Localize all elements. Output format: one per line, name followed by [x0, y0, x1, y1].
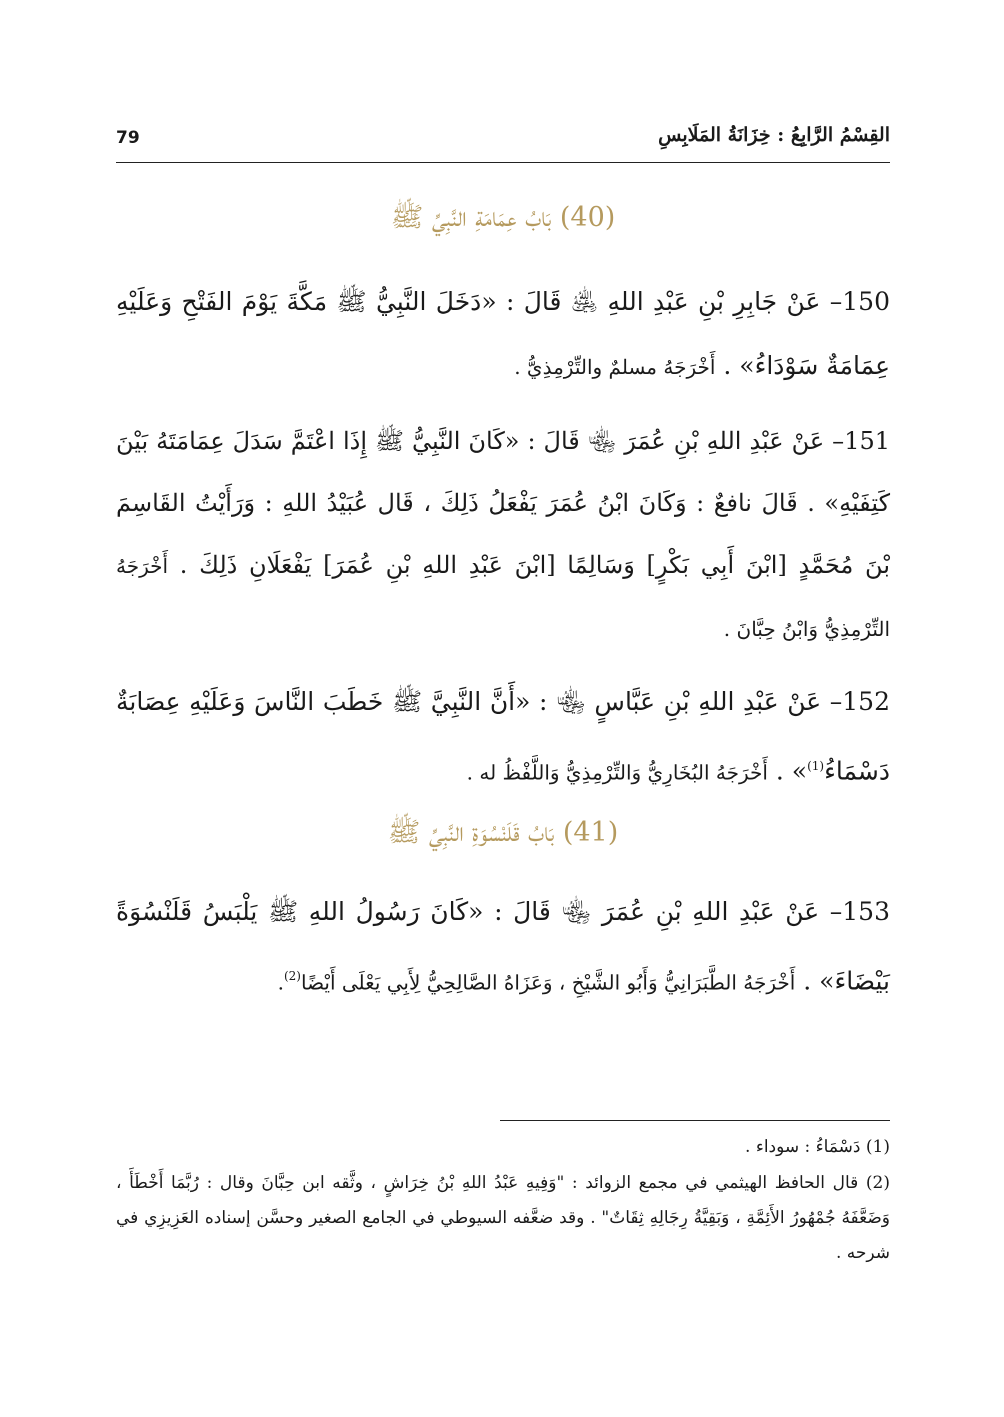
footnote-ref[interactable]: (2) — [283, 969, 301, 983]
hadith-source: أَخْرَجَهُ التِّرْمِذِيُّ وَابْنُ حِبَّانَ . — [116, 554, 890, 641]
hadith-text: 151– عَنْ عَبْدِ اللهِ بْنِ عُمَرَ ﵄ قَالَ : «كَانَ النَّبِيُّ ﷺ إِذَا اعْتَمَّ سَدَلَ عِمَامَتَهُ بَيْنَ كَتِفَيْهِ» . قَالَ نافعٌ : وَكَانَ ابْنُ عُمَرَ يَفْعَلُ ذَلِكَ ، قَال عُبَيْدُ اللهِ : وَرَأَيْتُ القَاسِمَ بْنَ مُحَمَّدٍ [ابْنَ أَبِي بَكْرٍ] وَسَالِمًا [ابْنَ عَبْدِ اللهِ بْنِ عُمَرَ] يَفْعَلَانِ ذَلِكَ . — [116, 427, 890, 579]
hadith-text: 152– عَنْ عَبْدِ اللهِ بْنِ عَبَّاسٍ ﵄ : «أَنَّ النَّبِيَّ ﷺ خَطَبَ النَّاسَ وَعَلَيْهِ عِصَابَةٌ دَسْمَاءُ — [116, 687, 890, 786]
hadith-source: أَخْرَجَهُ مسلمٌ والتِّرْمِذِيُّ . — [514, 355, 716, 379]
footnote-ref[interactable]: (1) — [807, 759, 825, 773]
page-header — [116, 122, 890, 163]
hadith-source-end: . — [277, 970, 284, 995]
hadith-150 — [116, 270, 890, 399]
chapter-title-40: (40) بَابُ عِمَامَةِ النَّبِيِّ ﷺ — [390, 202, 616, 233]
page-number: 79 — [116, 128, 140, 148]
hadith-text: 153– عَنْ عَبْدِ اللهِ بْنِ عُمَرَ ﵄ قَالَ : «كَانَ رَسُولُ اللهِ ﷺ يَلْبَسُ قَلَنْسُوَةً بَيْضَاءَ» . — [116, 897, 890, 996]
hadith-153 — [116, 880, 890, 1014]
footnote-1: (1) دَسْمَاءُ : سوداء . — [745, 1137, 890, 1157]
running-title: القِسْمُ الرَّابِعُ : خِزَانَةُ المَلَابِسِ — [658, 124, 890, 146]
hadith-152 — [116, 670, 890, 804]
hadith-text-end: » . — [775, 756, 808, 786]
footnote-2: (2) قال الحافظ الهيثمي في مجمع الزوائد : "وَفِيهِ عَبْدُ اللهِ بْنُ خِرَاشٍ ، وثَّقه ابن حِبَّانَ وقال : رُبَّمَا أَخْطَأَ ، وَضَعَّفَهُ جُمْهُورُ الأَئِمَّةِ ، وَبَقِيَّةُ رِجَالِهِ ثِقَاتٌ" . وقد ضعَّفه السيوطي في الجامع الصغير وحسَّن إسناده العَزِيزِي في شرحه . — [116, 1173, 890, 1263]
chapter-title-41: (41) بَابُ قَلَنْسُوَةِ النَّبِيِّ ﷺ — [387, 817, 619, 848]
hadith-151 — [116, 410, 890, 660]
hadith-text: 150– عَنْ جَابِرِ بْنِ عَبْدِ اللهِ ﵁ قَالَ : «دَخَلَ النَّبِيُّ ﷺ مَكَّةَ يَوْمَ الفَتْحِ وَعَلَيْهِ عِمَامَةٌ سَوْدَاءُ» . — [116, 287, 890, 380]
hadith-source: أَخْرَجَهُ الطَّبَرَانِيُّ وَأَبُو الشَّيْخِ ، وَعَزَاهُ الصَّالِحِيُّ لِأَبِي يَعْلَى أَيْضًا — [300, 970, 796, 995]
footnote-separator — [500, 1120, 890, 1121]
hadith-source: أَخْرَجَهُ البُخَارِيُّ وَالتِّرْمِذِيُّ وَاللَّفْظُ له . — [466, 760, 768, 785]
